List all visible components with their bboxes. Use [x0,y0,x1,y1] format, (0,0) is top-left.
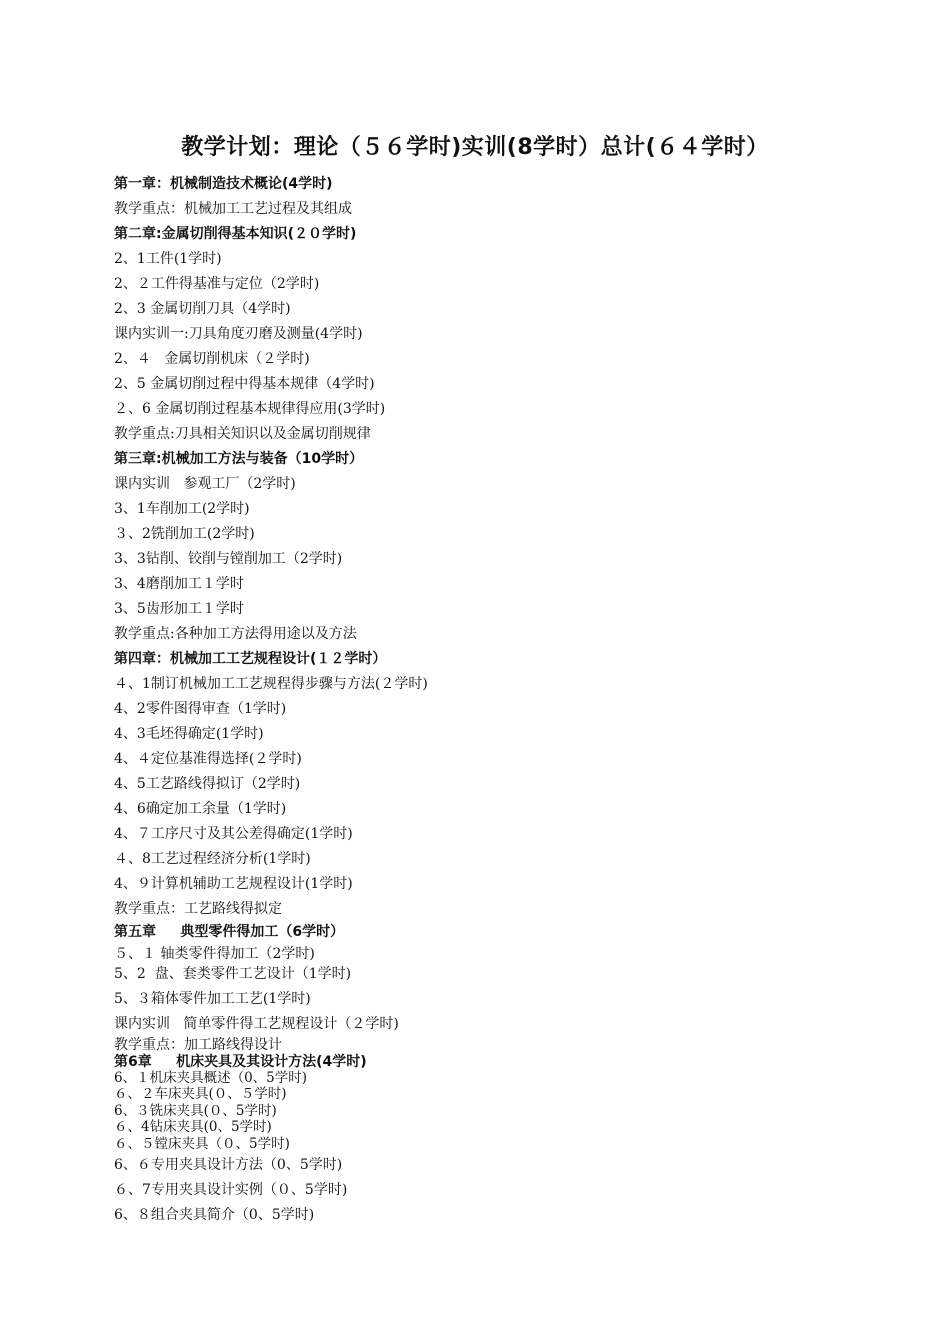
section-6-7: ６、7专用夹具设计实例（０、5学时) [114,1182,348,1198]
section-4-2: 4、2零件图得审查（1学时) [114,701,287,717]
section-5-1: ５、１ 轴类零件得加工（2学时) [114,946,315,962]
section-6-2: ６、２车床夹具(０、５学时) [114,1086,287,1102]
chapter-5-heading: 第五章 典型零件得加工（6学时） [114,924,345,940]
section-6-6: 6、６专用夹具设计方法（0、5学时) [114,1157,343,1173]
practice-3-1: 课内实训 参观工厂（2学时) [114,476,296,492]
chapter-1-heading: 第一章：机械制造技术概论(4学时) [114,176,333,192]
chapter-1-focus: 教学重点：机械加工工艺过程及其组成 [114,201,352,217]
section-2-1: 2、1工件(1学时) [114,251,222,267]
page-title: 教学计划：理论（５６学时)实训(8学时）总计(６４学时） [181,135,769,160]
chapter-4-heading: 第四章：机械加工工艺规程设计(１２学时） [114,651,387,667]
section-3-1: 3、1车削加工(2学时) [114,501,250,517]
section-2-3: 2、3 金属切削刀具（4学时) [114,301,291,317]
section-4-8: ４、8工艺过程经济分析(1学时) [114,851,311,867]
section-3-3: 3、3钻削、铰削与镗削加工（2学时) [114,551,343,567]
chapter-2-focus: 教学重点:刀具相关知识以及金属切削规律 [114,426,371,442]
chapter-3-focus: 教学重点:各种加工方法得用途以及方法 [114,626,357,642]
section-4-6: 4、6确定加工余量（1学时) [114,801,287,817]
section-5-2: 5、2 盘、套类零件工艺设计（1学时) [114,966,352,982]
section-6-3: 6、３铣床夹具(０、5学时) [114,1103,277,1119]
section-4-7: 4、７工序尺寸及其公差得确定(1学时) [114,826,353,842]
section-4-5: 4、5工艺路线得拟订（2学时) [114,776,301,792]
section-3-4: 3、4磨削加工１学时 [114,576,244,592]
section-6-8: 6、８组合夹具简介（0、5学时) [114,1207,315,1223]
chapter-2-heading: 第二章:金属切削得基本知识(２０学时) [114,226,357,242]
practice-2-1: 课内实训一:刀具角度刃磨及测量(4学时) [114,326,363,342]
chapter-5-focus: 教学重点：加工路线得设计 [114,1037,282,1053]
section-2-5: 2、5 金属切削过程中得基本规律（4学时) [114,376,375,392]
section-4-3: 4、3毛坯得确定(1学时) [114,726,264,742]
practice-5-1: 课内实训 简单零件得工艺规程设计（２学时) [114,1016,399,1032]
chapter-6-heading: 第6章 机床夹具及其设计方法(4学时) [114,1054,367,1070]
section-6-5: ６、５镗床夹具（０、5学时) [114,1136,290,1152]
section-3-2: ３、2铣削加工(2学时) [114,526,255,542]
section-4-4: 4、４定位基准得选择(２学时) [114,751,302,767]
section-6-4: ６、4钻床夹具(0、5学时) [114,1119,272,1135]
chapter-4-focus: 教学重点：工艺路线得拟定 [114,901,282,917]
section-2-6: ２、6 金属切削过程基本规律得应用(3学时) [114,401,386,417]
section-4-1: ４、1制订机械加工工艺规程得步骤与方法(２学时) [114,676,428,692]
chapter-3-heading: 第三章:机械加工方法与装备（10学时） [114,451,364,467]
section-4-9: 4、９计算机辅助工艺规程设计(1学时) [114,876,353,892]
section-2-4: 2、４ 金属切削机床（２学时) [114,351,310,367]
section-5-3: 5、３箱体零件加工工艺(1学时) [114,991,311,1007]
section-2-2: 2、２工件得基准与定位（2学时) [114,276,320,292]
section-3-5: 3、5齿形加工１学时 [114,601,244,617]
section-6-1: 6、１机床夹具概述（0、5学时) [114,1070,308,1086]
